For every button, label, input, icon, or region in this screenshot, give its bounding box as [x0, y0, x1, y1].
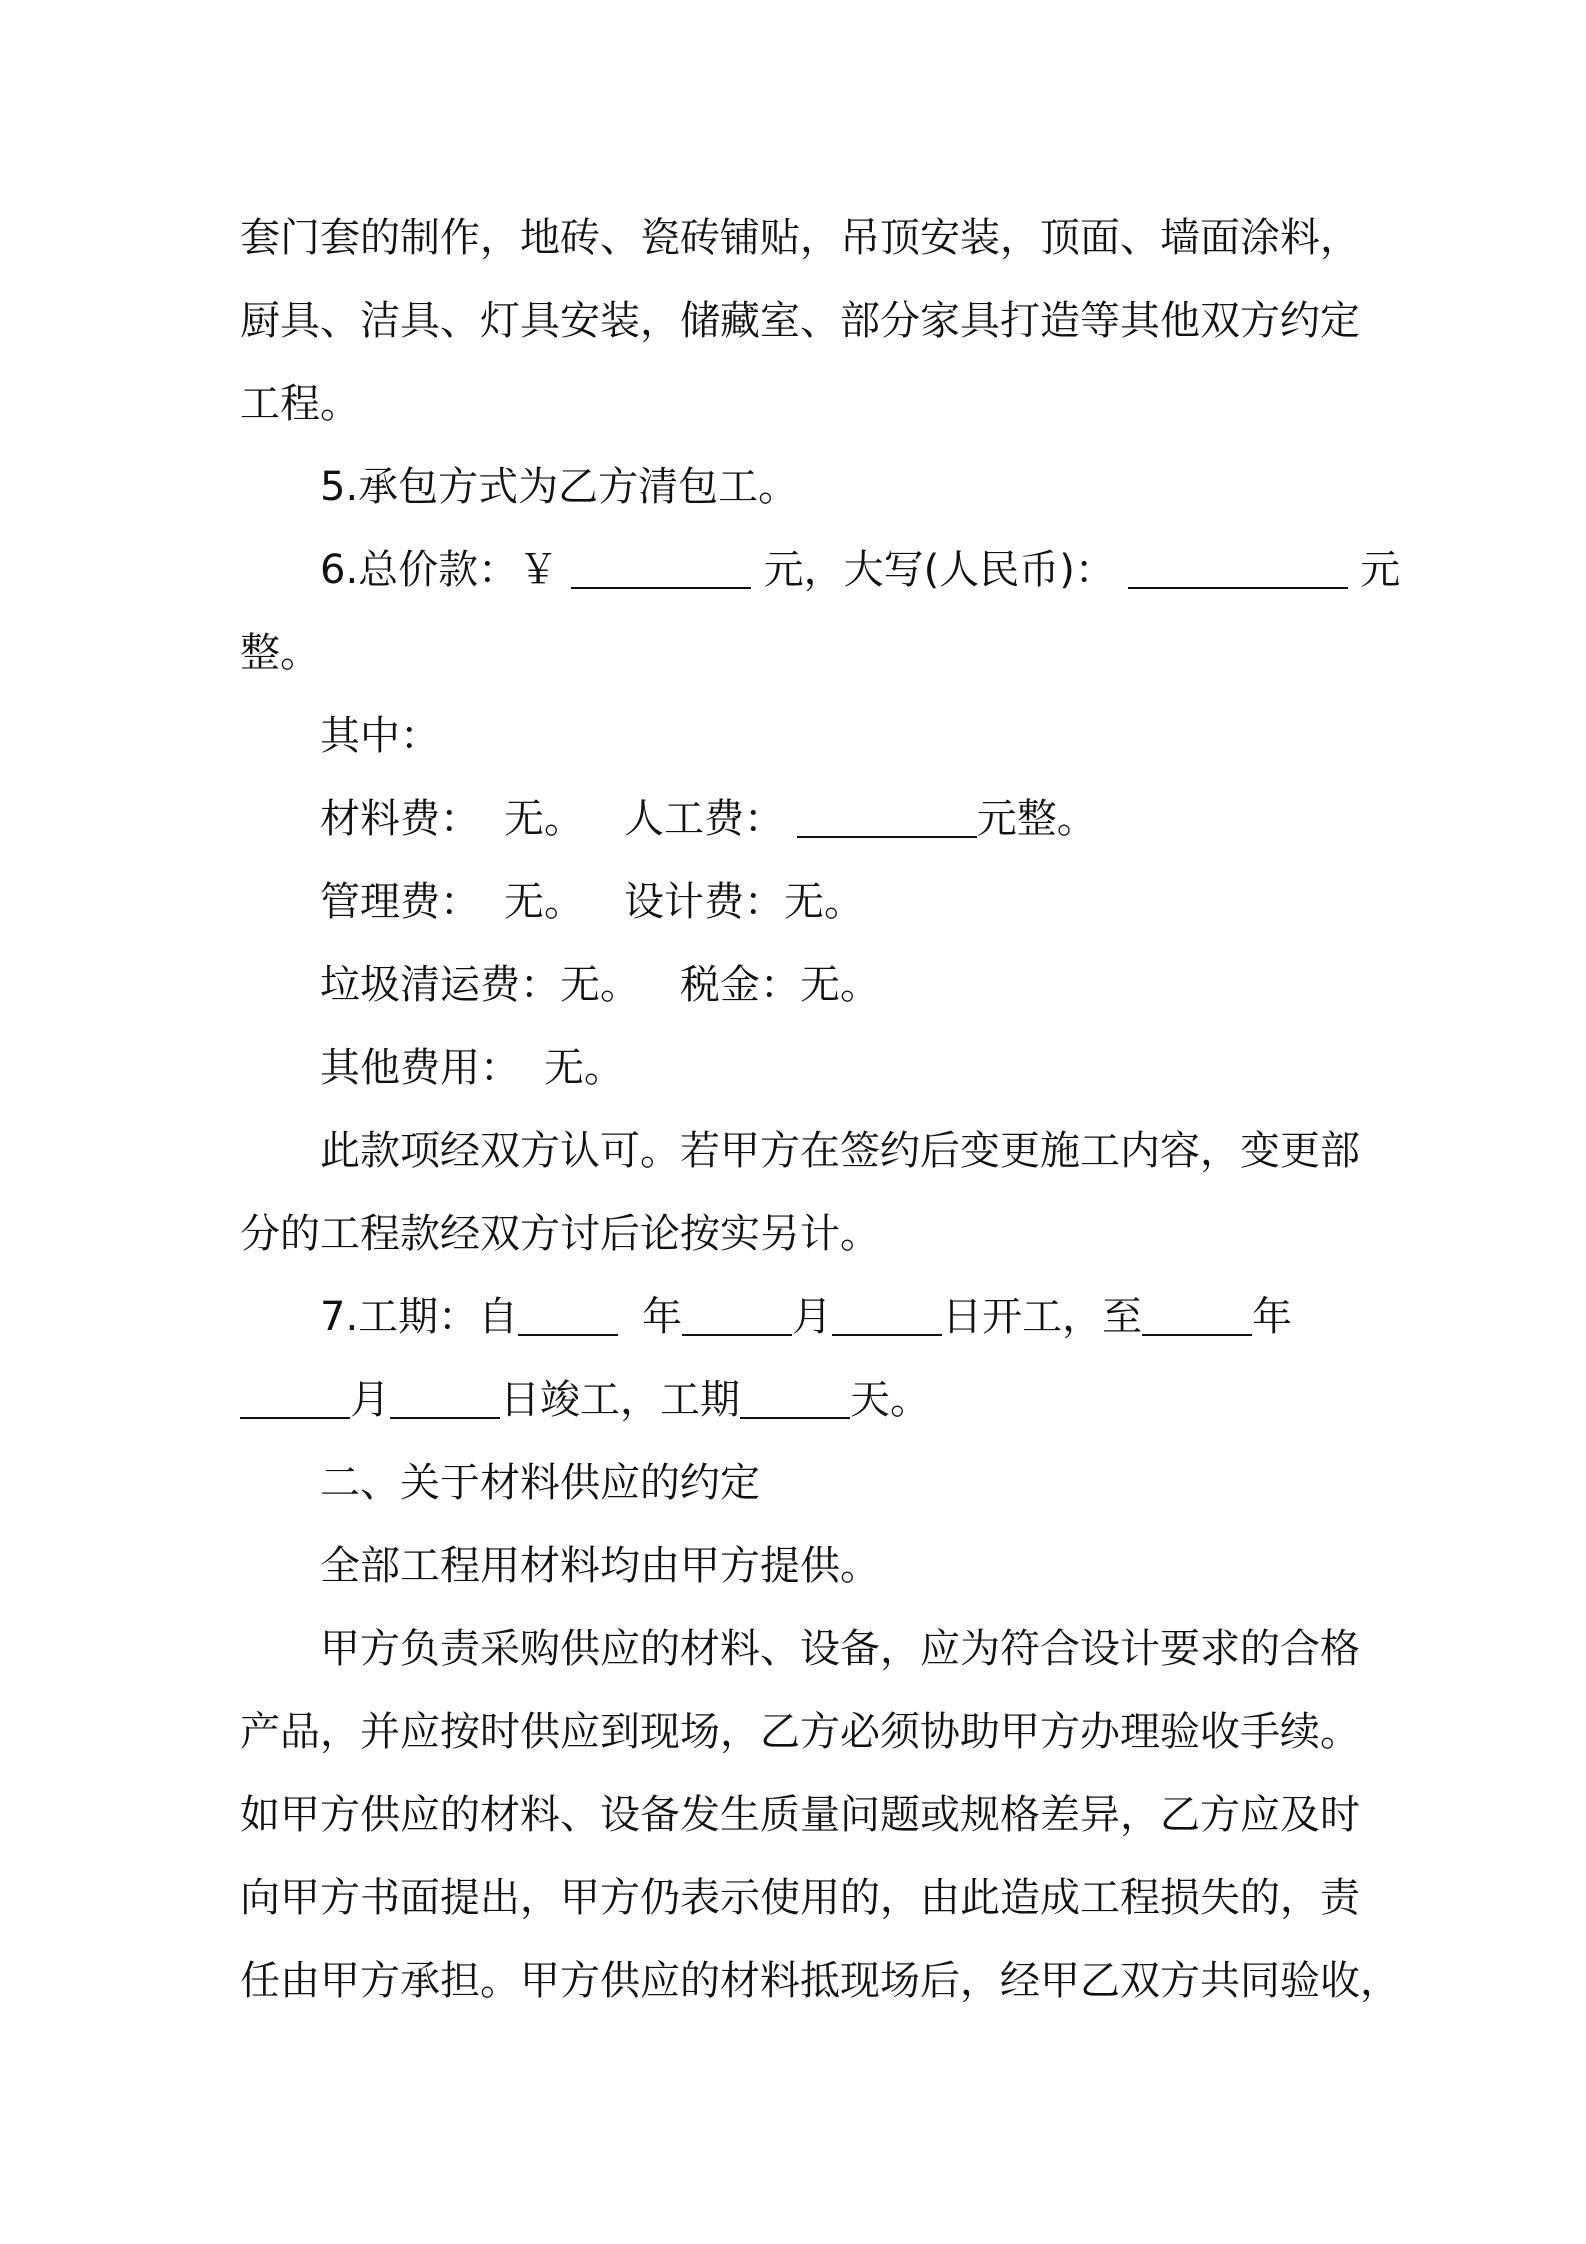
body-text: 工程。 — [240, 381, 360, 427]
duration-days-blank[interactable] — [740, 1371, 850, 1419]
text-line — [240, 1110, 1360, 1193]
end-month-blank[interactable] — [240, 1371, 350, 1419]
body-text: 厨具、洁具、灯具安装，储藏室、部分家具打造等其他双方约定 — [240, 298, 1360, 344]
text-line — [240, 1608, 1360, 1691]
clause-text: 5.承包方式为乙方清包工。 — [320, 464, 799, 510]
body-text: 整。 — [240, 630, 320, 676]
clause-7-schedule — [240, 1276, 1348, 1359]
other-fee-label: 其他费用： — [320, 1045, 520, 1091]
body-text: 分的工程款经双方讨后论按实另计。 — [240, 1211, 880, 1257]
section-heading-materials — [240, 1442, 1348, 1525]
labor-fee-unit: 元整。 — [976, 796, 1097, 842]
fee-line-management-design — [240, 861, 1348, 944]
text-line — [240, 1691, 1360, 1774]
price-label: 6.总价款：￥ — [320, 547, 559, 593]
body-text: 全部工程用材料均由甲方提供。 — [320, 1543, 880, 1589]
text-line — [240, 1525, 1348, 1608]
body-text: 任由甲方承担。甲方供应的材料抵现场后，经甲乙双方共同验收， — [240, 1958, 1400, 2004]
month-label: 月 — [350, 1377, 390, 1423]
tax-text: 税金：无。 — [680, 962, 880, 1008]
management-fee-value: 无。 — [504, 879, 584, 925]
year-label: 年 — [642, 1294, 683, 1340]
text-line — [240, 280, 1360, 363]
other-fee-value: 无。 — [544, 1045, 624, 1091]
completion-label: 日竣工，工期 — [500, 1377, 740, 1423]
body-text: 此款项经双方认可。若甲方在签约后变更施工内容，变更部 — [320, 1128, 1360, 1174]
price-unit: 元 — [1360, 547, 1401, 593]
material-fee-label: 材料费： — [320, 796, 480, 842]
clause-6-total-price — [240, 529, 1401, 612]
fee-line-waste-tax — [240, 944, 1348, 1027]
labor-fee-label: 人工费： — [624, 796, 784, 842]
document-body — [240, 197, 1401, 2023]
schedule-label: 7.工期：自 — [320, 1294, 519, 1340]
design-fee-text: 设计费：无。 — [624, 879, 864, 925]
text-line — [240, 612, 1348, 695]
price-amount-blank[interactable] — [571, 541, 751, 589]
management-fee-label: 管理费： — [320, 879, 480, 925]
year-label: 年 — [1252, 1294, 1293, 1340]
text-line — [240, 1857, 1360, 1940]
days-label: 天。 — [850, 1377, 930, 1423]
text-line — [240, 1193, 1348, 1276]
start-work-label: 日开工，至 — [942, 1294, 1143, 1340]
start-year-blank[interactable] — [518, 1288, 618, 1336]
fee-line-other — [240, 1027, 1348, 1110]
month-label: 月 — [792, 1294, 833, 1340]
material-fee-value: 无。 — [504, 796, 584, 842]
start-day-blank[interactable] — [832, 1288, 942, 1336]
labor-fee-blank[interactable] — [797, 790, 977, 838]
fee-line-material-labor — [240, 778, 1348, 861]
section-title: 二、关于材料供应的约定 — [320, 1460, 760, 1506]
waste-fee-text: 垃圾清运费：无。 — [320, 962, 640, 1008]
text-line — [240, 197, 1360, 280]
text-line — [240, 363, 1348, 446]
body-text: 其中： — [320, 713, 440, 759]
price-uppercase-label: 元，大写(人民币)： — [763, 547, 1115, 593]
clause-7-schedule-continued — [240, 1359, 1348, 1442]
body-text: 甲方负责采购供应的材料、设备，应为符合设计要求的合格 — [320, 1626, 1360, 1672]
text-line — [240, 1940, 1400, 2023]
price-uppercase-blank[interactable] — [1128, 541, 1348, 589]
body-text: 如甲方供应的材料、设备发生质量问题或规格差异，乙方应及时 — [240, 1792, 1360, 1838]
text-line — [240, 1774, 1360, 1857]
body-text: 产品，并应按时供应到现场，乙方必须协助甲方办理验收手续。 — [240, 1709, 1360, 1755]
start-month-blank[interactable] — [682, 1288, 792, 1336]
body-text: 套门套的制作，地砖、瓷砖铺贴，吊顶安装，顶面、墙面涂料， — [240, 215, 1360, 261]
body-text: 向甲方书面提出，甲方仍表示使用的，由此造成工程损失的，责 — [240, 1875, 1360, 1921]
fee-breakdown-heading — [240, 695, 1348, 778]
end-day-blank[interactable] — [390, 1371, 500, 1419]
clause-5 — [240, 446, 1348, 529]
end-year-blank[interactable] — [1142, 1288, 1252, 1336]
